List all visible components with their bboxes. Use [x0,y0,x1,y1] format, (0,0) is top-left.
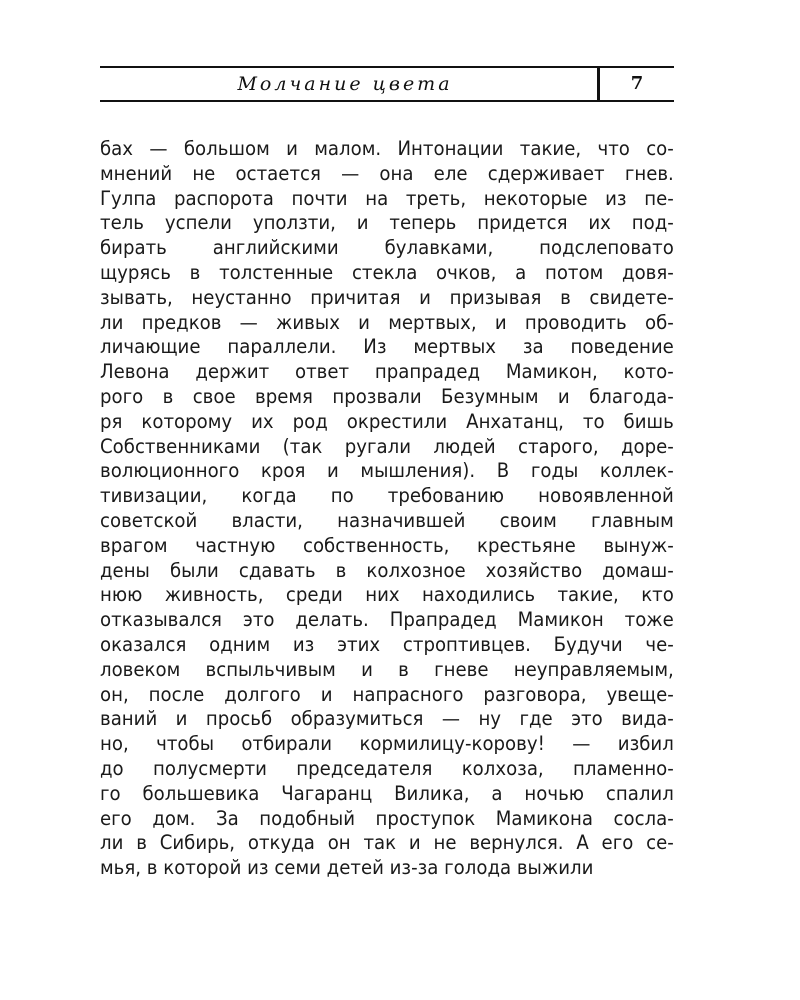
text-line: Левона держит ответ прапрадед Мамикон, кото- [100,360,674,384]
text-line: ваний и просьб образумиться — ну где это вида- [100,707,674,731]
running-header-title: Молчание цвета [237,73,453,95]
text-line: нюю живность, среди них находились такие, кто [100,583,674,607]
text-line: ря которому их род окрестили Анхатанц, то бишь [100,409,674,433]
text-line: мнений не остается — она еле сдерживает гнев. [100,161,674,185]
text-line: но, чтобы отбирали кормилицу-корову! — избил [100,732,674,756]
text-line: рого в свое время прозвали Безумным и благода- [100,384,674,408]
text-line: зывать, неустанно причитая и призывая в свидете- [100,285,674,309]
text-line: его дом. За подобный проступок Мамикона сосла- [100,806,674,830]
text-line: тель успели уползти, и теперь придется их под- [100,211,674,235]
text-line: го большевика Чагаранц Вилика, а ночью спалил [100,781,674,805]
text-line: до полусмерти председателя колхоза, пламенно- [100,756,674,780]
text-line: щурясь в толстенные стекла очков, а потом довя- [100,260,674,284]
text-line: тивизации, когда по требованию новоявленной [100,484,674,508]
text-line: мья, в которой из семи детей из-за голода выжили [100,856,594,880]
header-top-rule [100,66,674,68]
page-number: 7 [630,73,644,94]
text-line: Гулпа распорота почти на треть, некоторые из пе- [100,186,674,210]
text-line: он, после долгого и напрасного разговора, увеще- [100,682,674,706]
text-line: ли предков — живых и мертвых, и проводить об- [100,310,674,334]
text-line: врагом частную собственность, крестьяне вынуж- [100,533,674,557]
text-line: бах — большом и малом. Интонации такие, что со- [100,137,674,160]
header-bottom-rule [100,100,674,102]
text-line: бирать английскими булавками, подслеповато [100,236,674,260]
text-line: советской власти, назначившей своим главным [100,508,674,532]
text-line: отказывался это делать. Прапрадед Мамикон тоже [100,608,674,632]
text-line: ли в Сибирь, откуда он так и не вернулся. А его се- [100,831,674,855]
body-text [100,137,674,881]
text-line: личающие параллели. Из мертвых за поведение [100,335,674,359]
text-line: Собственниками (так ругали людей старого, доре- [100,434,674,458]
text-line: оказался одним из этих строптивцев. Будучи че- [100,632,674,656]
text-line: дены были сдавать в колхозное хозяйство домаш- [100,558,674,582]
text-line: волюционного кроя и мышления). В годы коллек- [100,459,674,483]
text-line: ловеком вспыльчивым и в гневе неуправляемым, [100,657,674,681]
